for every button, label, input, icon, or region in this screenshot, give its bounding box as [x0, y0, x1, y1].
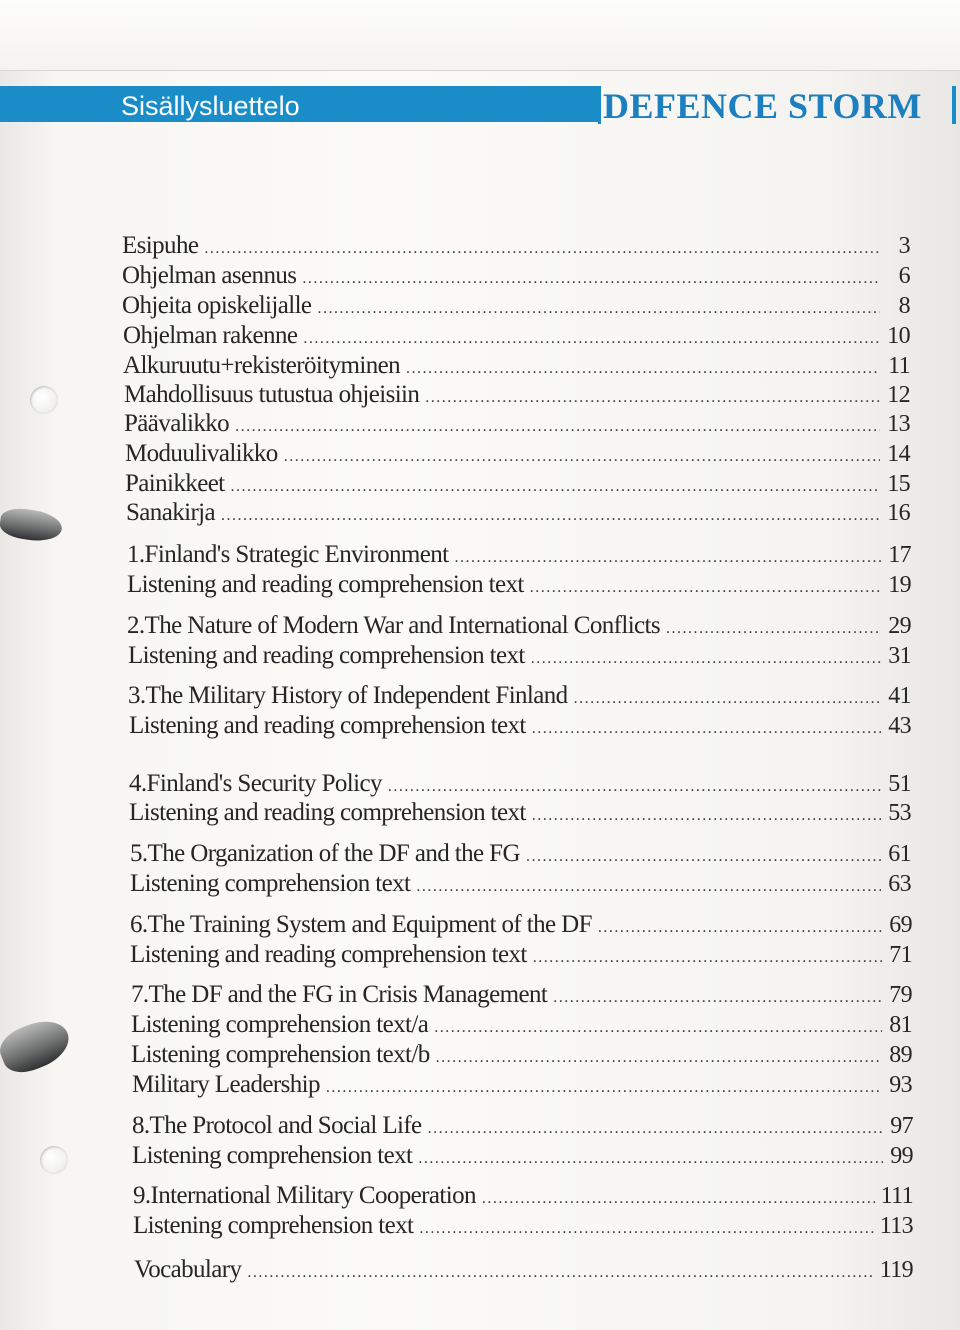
- toc-entry[interactable]: [131, 980, 912, 1010]
- toc-entry-label: Päävalikko: [124, 410, 230, 437]
- leader-dots: [204, 234, 880, 264]
- toc-entry-page: 61: [888, 841, 911, 867]
- section-title: Sisällysluettelo: [121, 91, 300, 121]
- toc-entry[interactable]: [122, 261, 910, 291]
- toc-entry-label: Painikkeet: [125, 470, 225, 497]
- leader-dots: [454, 543, 881, 573]
- toc-entry[interactable]: [123, 321, 910, 351]
- toc-entry-label: Ohjelman asennus: [122, 262, 297, 289]
- leader-dots: [302, 264, 880, 294]
- leader-dots: [418, 1144, 883, 1174]
- leader-dots: [284, 442, 880, 472]
- toc-entry-page: 6: [898, 263, 910, 289]
- brand-title: DEFENCE STORM: [603, 86, 922, 126]
- toc-entry-label: 5.The Organization of the DF and the FG: [130, 840, 520, 867]
- toc-entry[interactable]: [133, 1181, 913, 1211]
- toc-entry[interactable]: [130, 940, 912, 970]
- leader-dots: [598, 913, 882, 943]
- toc-entry-page: 14: [887, 441, 910, 467]
- toc-entry-label: Listening and reading comprehension text: [130, 941, 527, 968]
- toc-entry-label: Mahdollisuus tutustua ohjeisiin: [124, 381, 420, 408]
- toc-entry[interactable]: [132, 1141, 913, 1171]
- toc-entry[interactable]: [124, 409, 910, 439]
- toc-entry-page: 11: [888, 353, 910, 379]
- toc-entry-label: Military Leadership: [132, 1071, 320, 1098]
- toc-entry[interactable]: [130, 869, 911, 899]
- leader-dots: [428, 1114, 883, 1144]
- leader-dots: [436, 1043, 882, 1073]
- leader-dots: [482, 1184, 875, 1214]
- toc-entry-page: 17: [888, 542, 911, 568]
- toc-entry-label: 9.International Military Cooperation: [133, 1182, 476, 1209]
- toc-entry-label: Moduulivalikko: [125, 440, 278, 467]
- toc-entry-page: 79: [889, 982, 912, 1008]
- toc-entry[interactable]: [128, 681, 911, 711]
- toc-entry-label: 1.Finland's Strategic Environment: [127, 541, 449, 568]
- toc-entry[interactable]: [131, 1040, 912, 1070]
- leader-dots: [317, 294, 880, 324]
- toc-entry-page: 13: [887, 411, 910, 437]
- leader-dots: [303, 324, 880, 354]
- toc-entry[interactable]: [131, 1010, 912, 1040]
- toc-entry-page: 31: [888, 643, 911, 669]
- toc-entry-label: 3.The Military History of Independent Finland: [128, 682, 568, 709]
- toc-entry-page: 69: [889, 912, 912, 938]
- leader-dots: [532, 714, 881, 744]
- toc-entry-label: 4.Finland's Security Policy: [129, 770, 382, 797]
- leader-dots: [235, 412, 880, 442]
- toc-entry[interactable]: [122, 291, 910, 321]
- toc-entry-label: Listening comprehension text/a: [131, 1011, 429, 1038]
- toc-entry-page: 41: [888, 683, 911, 709]
- toc-entry[interactable]: [123, 351, 910, 381]
- toc-entry-label: Alkuruutu+rekisteröityminen: [123, 352, 401, 379]
- toc-entry[interactable]: [129, 711, 911, 741]
- toc-entry-page: 15: [887, 471, 910, 497]
- toc-entry[interactable]: [130, 910, 912, 940]
- toc-entry-label: Listening and reading comprehension text: [128, 642, 525, 669]
- toc-entry-page: 111: [880, 1183, 913, 1209]
- toc-entry-page: 113: [879, 1213, 913, 1239]
- toc-entry[interactable]: [126, 498, 910, 528]
- toc-entry[interactable]: [128, 641, 911, 671]
- leader-dots: [221, 501, 880, 531]
- leader-dots: [419, 1214, 873, 1244]
- leader-dots: [553, 983, 882, 1013]
- toc-entry[interactable]: [127, 611, 911, 641]
- toc-entry-label: Ohjeita opiskelijalle: [122, 292, 312, 319]
- toc-entry[interactable]: [129, 769, 911, 799]
- toc-entry-page: 63: [888, 871, 911, 897]
- leader-dots: [531, 644, 881, 674]
- toc-entry[interactable]: [125, 469, 910, 499]
- toc-entry-page: 81: [889, 1012, 912, 1038]
- leader-dots: [532, 801, 881, 831]
- leader-dots: [247, 1258, 873, 1288]
- toc-entry-label: Listening and reading comprehension text: [129, 799, 526, 826]
- toc-entry-page: 51: [888, 771, 911, 797]
- toc-entry[interactable]: [130, 839, 911, 869]
- toc-entry-page: 29: [888, 613, 911, 639]
- toc-entry[interactable]: [129, 798, 911, 828]
- toc-entry-page: 19: [888, 572, 911, 598]
- leader-dots: [416, 872, 881, 902]
- leader-dots: [574, 684, 881, 714]
- toc-entry[interactable]: [132, 1070, 912, 1100]
- toc-entry[interactable]: [122, 231, 910, 261]
- toc-entry-label: Listening and reading comprehension text: [129, 712, 526, 739]
- toc-entry-label: Vocabulary: [134, 1256, 242, 1283]
- leader-dots: [326, 1073, 882, 1103]
- toc-entry-page: 53: [888, 800, 911, 826]
- toc-entry[interactable]: [125, 439, 910, 469]
- toc-entry-page: 3: [898, 233, 910, 259]
- leader-dots: [530, 573, 881, 603]
- toc-entry-page: 71: [889, 942, 912, 968]
- toc-entry[interactable]: [127, 540, 911, 570]
- toc-entry-page: 8: [898, 293, 910, 319]
- toc-entry[interactable]: [132, 1111, 913, 1141]
- toc-entry-label: Esipuhe: [122, 232, 199, 259]
- toc-entry[interactable]: [127, 570, 911, 600]
- leader-dots: [666, 614, 881, 644]
- leader-dots: [434, 1013, 882, 1043]
- toc-entry[interactable]: [124, 380, 910, 410]
- leader-dots: [533, 943, 882, 973]
- toc-entry-page: 99: [890, 1143, 913, 1169]
- toc-entry-page: 16: [887, 500, 910, 526]
- toc-entry-label: 6.The Training System and Equipment of the DF: [130, 911, 592, 938]
- toc-entry-page: 43: [888, 713, 911, 739]
- toc-entry-label: Sanakirja: [126, 499, 216, 526]
- toc-entry-label: 2.The Nature of Modern War and International Conflicts: [127, 612, 661, 639]
- toc-entry-label: Listening comprehension text: [133, 1212, 414, 1239]
- toc-entry[interactable]: [133, 1211, 913, 1241]
- toc-entry-label: Listening comprehension text: [132, 1142, 413, 1169]
- toc-entry-label: Listening comprehension text: [130, 870, 411, 897]
- toc-entry-page: 119: [879, 1257, 913, 1283]
- toc-entry-page: 93: [889, 1072, 912, 1098]
- toc-entry-label: Ohjelman rakenne: [123, 322, 298, 349]
- toc-entry-page: 10: [887, 323, 910, 349]
- toc-entry-label: Listening and reading comprehension text: [127, 571, 524, 598]
- toc-entry-page: 89: [889, 1042, 912, 1068]
- leader-dots: [526, 842, 881, 872]
- toc-entry-page: 12: [887, 382, 910, 408]
- toc-entry[interactable]: [134, 1255, 913, 1285]
- toc-entry-label: 8.The Protocol and Social Life: [132, 1112, 422, 1139]
- toc-entry-label: Listening comprehension text/b: [131, 1041, 430, 1068]
- toc-entry-label: 7.The DF and the FG in Crisis Management: [131, 981, 548, 1008]
- toc-entry-page: 97: [890, 1113, 913, 1139]
